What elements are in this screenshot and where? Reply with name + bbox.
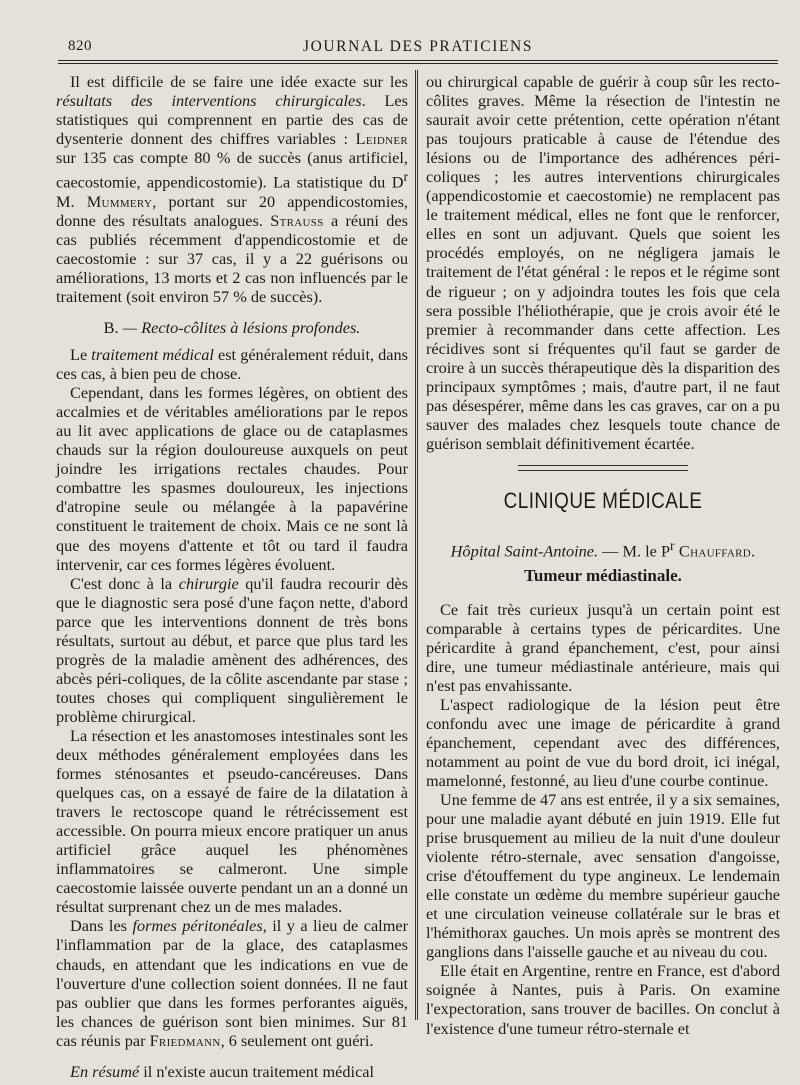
paragraph-resection: La résection et les anastomoses intestinales sont les deux méthodes généralement employées dans les formes sténosantes et pseudo-cancéreuses. Dans quelques cas, on a essayé de faire de la dilatation à travers le rectoscope quand le rétrécissement est accessible. On pourra mieux encore pratiquer un anus artificiel grâce auquel les phénomènes inflammatoires se calmeront. Une simple caecostomie laissée ouverte pendant un an a donné un résultat surprenant chez un de mes malades. [56,725,408,917]
doctor-name: Chauffard. [674,541,756,561]
author-name: Leidner [355,129,408,149]
paragraph-surgical-results: Il est difficile de se faire une idée exacte sur les résultats des interventions chirurgicales. Les statistiques qui comprennent en partie des cas de dysenterie donnent des chiffres variables : Leidner sur 135 cas compte 80 % de succès (anus artificiel, caecostomie, appendicostomie). La statistique du $D^r$ M. Mummery, portant sur 20 appendicostomies, donne des résultats analogues. Strauss a réuni des cas publiés récemment d'appendicostomie et de caecostomie : sur 37 cas, il y a 22 guérisons ou améliorations, 13 morts et 2 cas non influencés par le traitement (soit environ 57 % de succès). [56,72,409,306]
paragraph-continuation: ou chirurgical capable de guérir à coup sûr les recto-côlites graves. Même la résection de l'intestin ne saurait avoir cette prétention, cette opération n'étant pas toujours praticable à cause de l'étendue des lésions ou de l'importance des adhérences péri-coliques ; les autres interventions chirurgicales (appendicostomie et caecostomie) ne remplacent pas le traitement médical, elles ne font que le renforcer, elles en sont un adjuvant. Quels que soient les procédés employés, on ne négligera jamais le traitement de l'état général : le repos et le régime sont de rigueur ; on y adjoindra toutes les fois que cela sera possible l'héliothérapie, que je crois avoir été le premier à recommander dans cette affection. Les récidives sont si fréquentes qu'il faut se garder de croire à un succès thérapeutique dès la disparition des principaux symptômes ; mais, d'autre part, il ne faut pas désespérer, même dans les cas graves, car on a pu sauver des malades chez lesquels toute chance de guérison semblait définitivement écartée. [426,72,780,453]
paragraph-summary: En résumé il n'existe aucun traitement médical [70,1061,375,1081]
section-rule [518,465,688,471]
author-name: Friedmann [149,1030,221,1050]
page-header [58,34,778,58]
author-name: Mummery [86,191,153,211]
header-rule-secondary [58,63,778,64]
paragraph-medical-treatment: Le traitement médical est généralement réduit, dans ces cas, à bien peu de chose. [56,345,408,384]
paragraph-curious-case: Ce fait très curieux jusqu'à un certain point est comparable à certains types de péricardites. Une péricardite à grand épanchement, c'est, pour ainsi dire, une tumeur médiastinale antérieure, mais qui n'est pas envahissante. [426,599,780,695]
hospital-line: Hôpital Saint-Antoine. — M. le $P^r$ Chauffard. [450,537,756,561]
paragraph-argentina: Elle était en Argentine, rentre en France, est d'abord soignée à Nantes, puis à Paris. On examine l'expectoration, sans trouver de bacilles. On conclut à l'existence d'une tumeur rétro-sternale et [426,961,780,1038]
page-number: 820 [68,38,92,54]
paragraph-mild-forms: Cependant, dans les formes légères, on obtient des accalmies et de véritables améliorations par le repos au lit avec applications de glace ou de cataplasmes chauds sur la région douloureuse auxquels on peut joindre les irrigations rectales chaudes. Pour combattre les spasmes douloureux, les injections d'atropine seule ou mélangée à la papavérine constituent le traitement de choix. Mais ce ne sont là que des moyens d'attente et tôt ou tard il faudra intervenir, car ces formes légères évoluent. [56,383,408,574]
hospital-name: Hôpital Saint-Antoine. [450,541,599,561]
column-divider [415,70,418,1020]
paragraph-peritoneal-forms: Dans les formes péritonéales, il y a lieu de calmer l'inflammation par de la glace, des cataplasmes chauds, en attendant que les indications en vue de l'ouverture d'une collection soient données. Il ne faut pas oublier que dans les formes perforantes aiguës, les chances de guérison sont bien minimes. Sur 81 cas réunis par Friedmann, 6 seulement ont guéri. [56,916,409,1050]
section-title: CLINIQUE MÉDICALE [503,487,703,513]
header-rule [58,60,778,61]
paragraph-radiology: L'aspect radiologique de la lésion peut être confondu avec une image de péricardite à grand épanchement, cependant avec des différences, notamment au point de vue du bord droit, ici inégal, mamelonné, festonné, au lieu d'une courbe continue. [426,694,780,790]
subheading-deep-lesions: B. — Recto-côlites à lésions profondes. [103,317,361,337]
case-title: Tumeur médiastinale. [524,566,682,586]
author-name: Strauss [270,210,324,230]
journal-title: JOURNAL DES PRATICIENS [302,38,534,55]
right-column [426,72,780,1038]
paragraph-surgery: C'est donc à la chirurgie qu'il faudra recourir dès que le diagnostic sera posé d'une façon nette, d'abord parce que les interventions donnent de très bons résultats, surtout au début, et parce que plus tard les progrès de la maladie amènent des adhérences, des abcès péri-coliques, de la côlite ascendante par stase ; toutes choses qui compliquent singulièrement le problème chirurgical. [56,573,408,726]
paragraph-patient-history: Une femme de 47 ans est entrée, il y a six semaines, pour une maladie ayant débuté en juin 1919. Elle fut prise brusquement au milieu de la nuit d'une douleur violente rétro-sternale, avec sensation d'angoisse, crise d'étouffement du type angineux. Le lendemain elle constate un œdème du membre supérieur gauche et une circulation veineuse collatérale sur le bras et l'hémithorax gauches. Un mois après se montrent des ganglions dans l'aisselle gauche et au niveau du cou. [426,789,780,962]
left-column [56,72,408,1081]
